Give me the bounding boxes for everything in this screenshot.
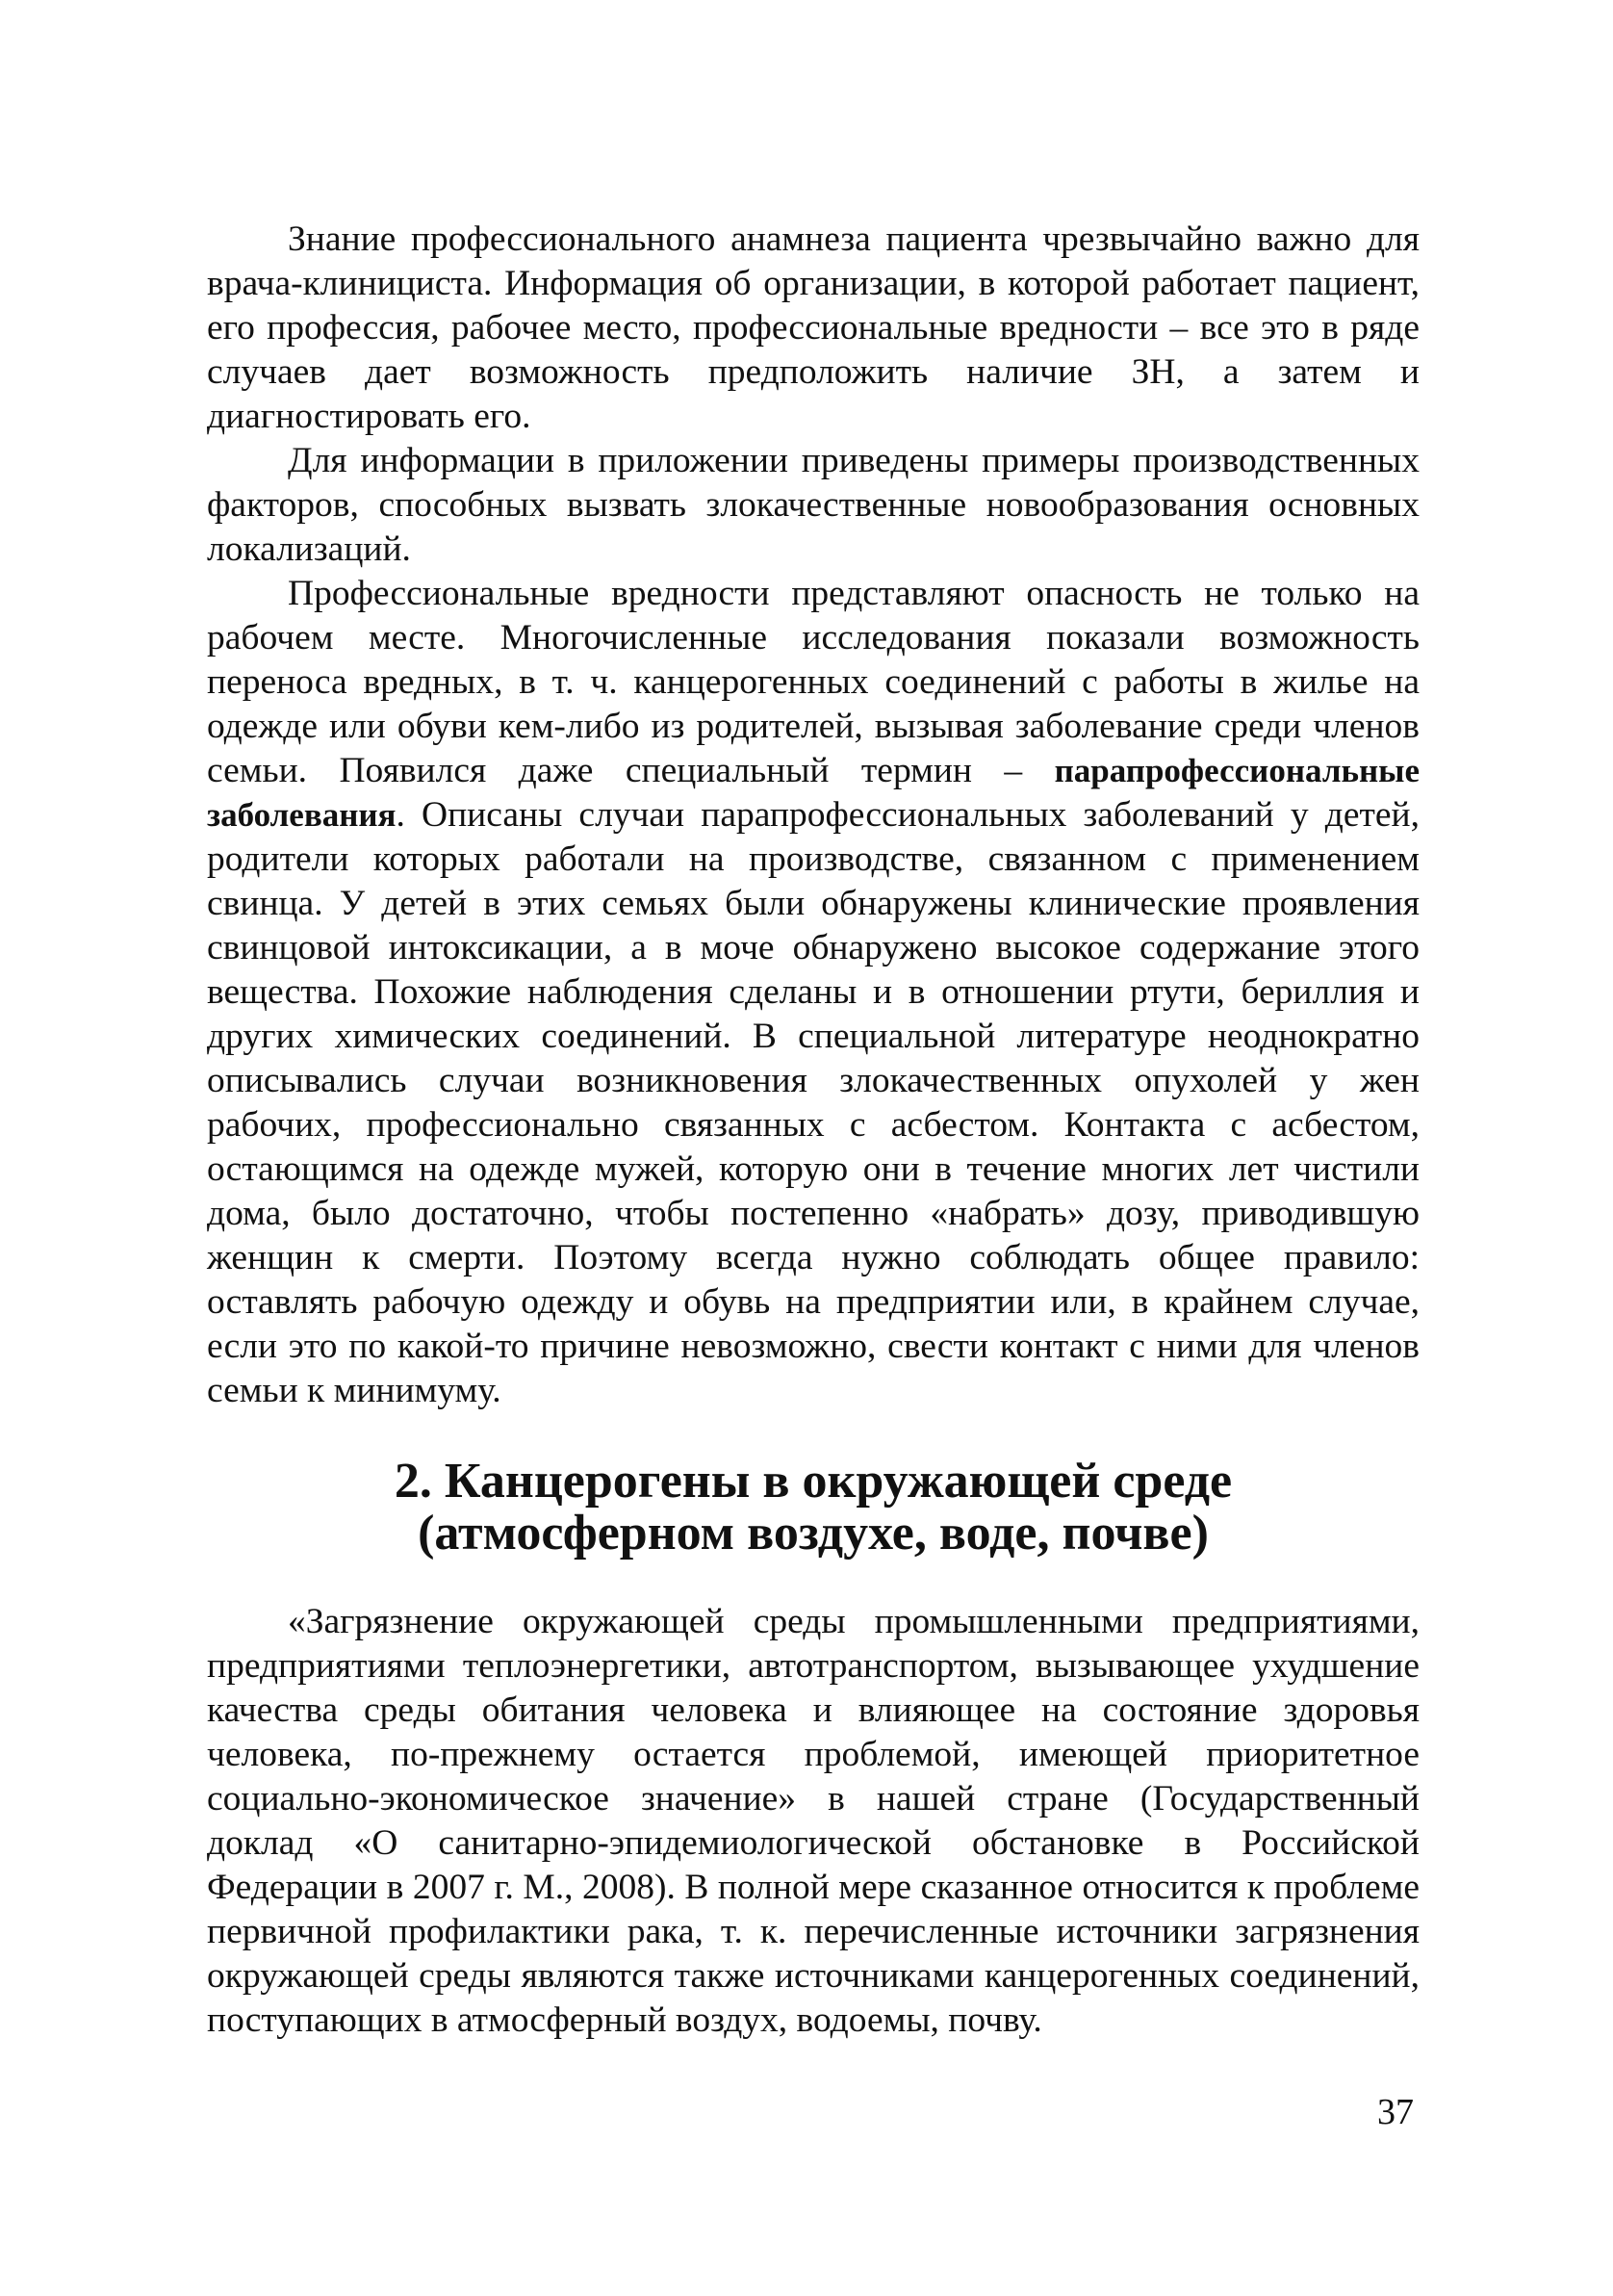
- paragraph-environment-pollution: «Загрязнение окружающей среды промышленными предприятиями, предприятиями теплоэнергетики, автотранспортом, вызывающее ухудшение качества среды обитания человека и влияющее на состояние здоровья человека, по-прежнему остается проблемой, имеющей приоритетное социально-экономическое значение» в нашей стране (Государственный доклад «О санитарно-эпидемиологической обстановке в Российской Федерации в 2007 г. М., 2008). В полной мере сказанное относится к проблеме первичной профилактики рака, т. к. перечисленные источники загрязнения окружающей среды являются также источниками канцерогенных соединений, поступающих в атмосферный воздух, водоемы, почву.: [207, 1602, 1420, 2040]
- page-body: [207, 218, 1420, 2043]
- paragraph-paraprofessional: [207, 572, 1420, 1413]
- page-number: 37: [1377, 2092, 1414, 2132]
- term-paraprofessional-diseases: парапрофессиональные заболевания: [207, 752, 1420, 834]
- paragraph-anamnesis: Знание профессионального анамнеза пациента чрезвычайно важно для врача-клинициста. Информация об организации, в которой работает пациент, его профессия, рабочее место, профессиональные вредности – все это в ряде случаев дает возможность предположить наличие ЗН, а затем и диагностировать его.: [207, 219, 1420, 436]
- section-heading-line-1: 2. Канцерогены в окружающей среде: [394, 1454, 1233, 1509]
- section-heading-line-2: (атмосферном воздухе, воде, почве): [418, 1506, 1209, 1561]
- paragraph-paraprofessional-end: . Описаны случаи парапрофессиональных заболеваний у детей, родители которых работали на производстве, связанном с применением свинца. У детей в этих семьях были обнаружены клинические проявления свинцовой интоксикации, а в моче обнаружено высокое содержание этого вещества. Похожие наблюдения сделаны и в отношении ртути, бериллия и других химических соединений. В специальной литературе неоднократно описывались случаи возникновения злокачественных опухолей у жен рабочих, профессионально связанных с асбестом. Контакта с асбестом, остающимся на одежде мужей, которую они в течение многих лет чистили дома, было достаточно, чтобы постепенно «набрать» дозу, приводившую женщин к смерти. Поэтому всегда нужно соблюдать общее правило: оставлять рабочую одежду и обувь на предприятии или, в крайнем случае, если это по какой-то причине невозможно, свести контакт с ними для членов семьи к минимуму.: [207, 795, 1420, 1410]
- paragraph-appendix-note: Для информации в приложении приведены примеры производственных факторов, способных вызвать злокачественные новообразования основных локализаций.: [207, 441, 1420, 569]
- section-heading: [207, 1456, 1420, 1560]
- paragraph-paraprofessional-start: Профессиональные вредности представляют опасность не только на рабочем месте. Многочисленные исследования показали возможность переноса вредных, в т. ч. канцерогенных соединений с работы в жилье на одежде или обуви кем-либо из родителей, вызывая заболевание среди членов семьи. Появился даже специальный термин –: [207, 574, 1420, 790]
